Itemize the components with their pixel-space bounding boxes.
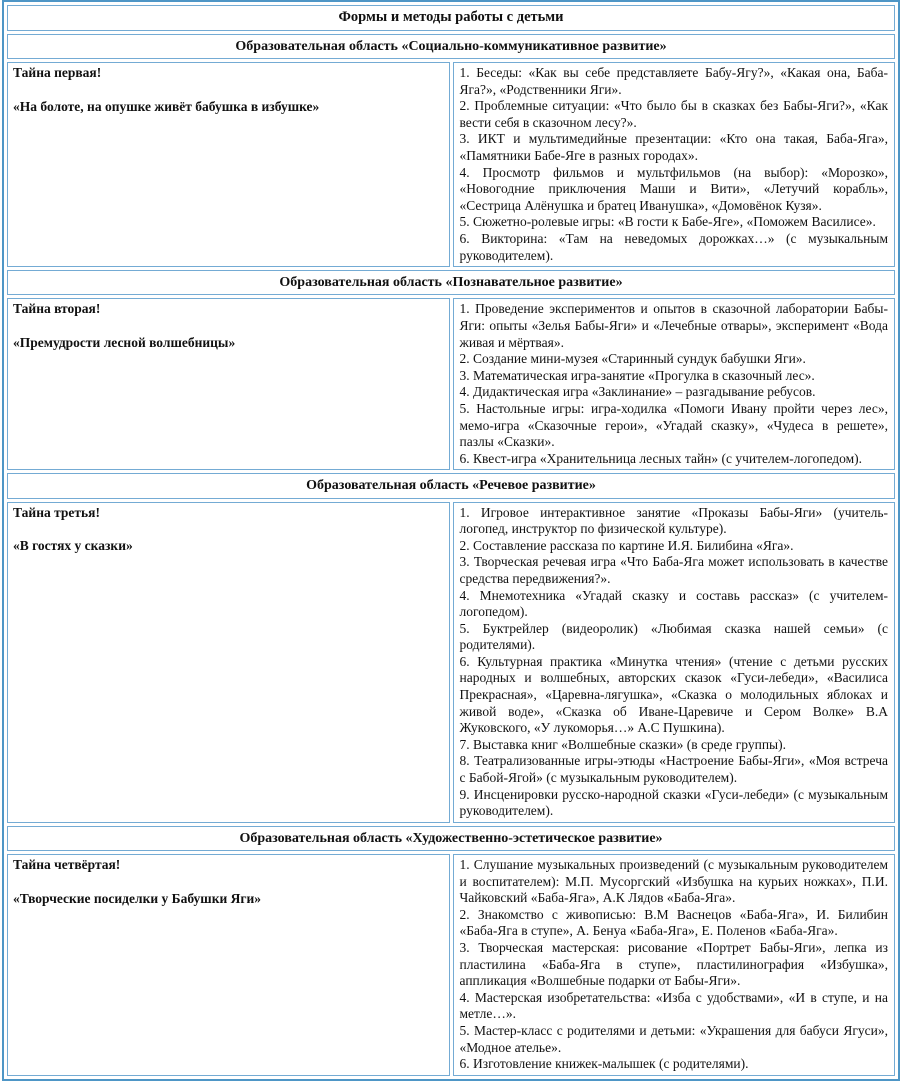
method-item: 2. Проблемные ситуации: «Что было бы в сказках без Бабы-Яги?», «Как вести себя в сказочном лесу?». xyxy=(459,98,888,130)
table-row xyxy=(7,502,895,823)
method-item: 1. Беседы: «Как вы себе представляете Бабу-Ягу?», «Какая она, Баба-Яга?», «Родственники Яги». xyxy=(459,65,888,97)
section-4-secret-cell xyxy=(7,854,450,1076)
method-item: 4. Мастерская изобретательства: «Изба с удобствами», «И в ступе, и на метле…». xyxy=(459,989,888,1022)
section-1-secret-cell xyxy=(7,62,450,267)
method-item: 1. Проведение экспериментов и опытов в сказочной лаборатории Бабы-Яги: опыты «Зелья Бабы-Яги» и «Лечебные отвары», эксперимент «Вода живая и мёртвая». xyxy=(459,301,888,350)
section-header-row xyxy=(7,826,895,851)
method-item: 1. Игровое интерактивное занятие «Проказы Бабы-Яги» (учитель-логопед, инструктор по физической культуре). xyxy=(459,504,888,537)
secret-title: Тайна четвёртая! xyxy=(13,857,121,873)
section-1-area-heading: Образовательная область «Социально-коммуникативное развитие» xyxy=(7,34,895,59)
section-4-area-heading: Образовательная область «Художественно-эстетическое развитие» xyxy=(7,826,895,851)
method-item: 5. Настольные игры: игра-ходилка «Помоги Ивану пройти через лес», мемо-игра «Сказочные герои», «Угадай сказку», «Чудеса в решете», пазлы «Сказки». xyxy=(459,400,888,450)
method-item: 6. Викторина: «Там на неведомых дорожках…» (с музыкальным руководителем). xyxy=(459,230,888,263)
method-item: 3. Творческая речевая игра «Что Баба-Яга может использовать в качестве средства передвижения?». xyxy=(459,554,888,586)
secret-subtitle: «Творческие посиделки у Бабушки Яги» xyxy=(13,890,262,906)
section-header-row xyxy=(7,34,895,59)
method-item: 2. Знакомство с живописью: В.М Васнецов «Баба-Яга», И. Билибин «Баба-Яга в ступе», А. Бенуа «Баба-Яга», Е. Поленов «Баба-Яга». xyxy=(459,906,888,939)
secret-subtitle: «Премудрости лесной волшебницы» xyxy=(13,334,236,350)
table-row xyxy=(7,298,895,470)
section-3-area-heading: Образовательная область «Речевое развитие» xyxy=(7,473,895,498)
table-row xyxy=(7,62,895,267)
section-header-row xyxy=(7,473,895,498)
section-3-methods-cell xyxy=(453,502,896,823)
method-item: 1. Слушание музыкальных произведений (с музыкальным руководителем и воспитателем): М.П. Мусоргский «Избушка на курьих ножках», П.И. Чайковский «Баба-Яга», А.К Лядов «Баба-Яга». xyxy=(459,857,888,906)
page-title: Формы и методы работы с детьми xyxy=(7,5,895,31)
table-row xyxy=(7,854,895,1076)
method-item: 4. Дидактическая игра «Заклинание» – разгадывание ребусов. xyxy=(459,384,816,400)
section-header-row xyxy=(7,270,895,295)
secret-subtitle: «В гостях у сказки» xyxy=(13,538,133,554)
method-item: 6. Квест-игра «Хранительница лесных тайн» (с учителем-логопедом). xyxy=(459,450,863,466)
section-2-area-heading: Образовательная область «Познавательное развитие» xyxy=(7,270,895,295)
method-item: 4. Мнемотехника «Угадай сказку и составь рассказ» (с учителем-логопедом). xyxy=(459,587,888,620)
method-item: 3. Математическая игра-занятие «Прогулка в сказочный лес». xyxy=(459,367,815,383)
method-item: 5. Сюжетно-ролевые игры: «В гости к Бабе-Яге», «Поможем Василисе». xyxy=(459,214,876,230)
method-item: 6. Культурная практика «Минутка чтения» (чтение с детьми русских народных и волшебных, авторских сказок «Гуси-лебеди», «Василиса Прекрасная», «Царевна-лягушка», «Сказка о молодильных яблоках и живой воде», «Сказка об Иване-Царевиче и Сером Волке» В.А Жуковского, «У лукоморья…» А.С Пушкина). xyxy=(459,653,888,736)
section-3-secret-cell xyxy=(7,502,450,823)
section-4-methods-cell xyxy=(453,854,896,1076)
method-item: 5. Мастер-класс с родителями и детьми: «Украшения для бабуси Ягуси», «Модное ателье». xyxy=(459,1022,888,1055)
method-item: 6. Изготовление книжек-малышек (с родителями). xyxy=(459,1056,749,1072)
secret-title: Тайна вторая! xyxy=(13,301,101,317)
method-item: 2. Создание мини-музея «Старинный сундук бабушки Яги». xyxy=(459,351,806,367)
method-item: 5. Буктрейлер (видеоролик) «Любимая сказка нашей семьи» (с родителями). xyxy=(459,620,888,653)
method-item: 4. Просмотр фильмов и мультфильмов (на выбор): «Морозко», «Новогодние приключения Маши и Вити», «Летучий корабль», «Сестрица Алёнушка и братец Иванушка», «Домовёнок Кузя». xyxy=(459,164,888,213)
method-item: 7. Выставка книг «Волшебные сказки» (в среде группы). xyxy=(459,736,786,752)
secret-subtitle: «На болоте, на опушке живёт бабушка в избушке» xyxy=(13,98,320,114)
method-item: 2. Составление рассказа по картине И.Я. Билибина «Яга». xyxy=(459,537,794,553)
forms-methods-table xyxy=(2,0,900,1081)
section-2-methods-cell xyxy=(453,298,896,470)
section-1-methods-cell xyxy=(453,62,896,267)
table-title-row xyxy=(7,5,895,31)
method-item: 3. ИКТ и мультимедийные презентации: «Кто она такая, Баба-Яга», «Памятники Бабе-Яге в разных городах». xyxy=(459,131,888,164)
method-item: 8. Театрализованные игры-этюды «Настроение Бабы-Яги», «Моя встреча с Бабой-Ягой» (с музыкальным руководителем). xyxy=(459,753,888,786)
section-2-secret-cell xyxy=(7,298,450,470)
secret-title: Тайна первая! xyxy=(13,65,102,81)
secret-title: Тайна третья! xyxy=(13,504,100,520)
method-item: 3. Творческая мастерская: рисование «Портрет Бабы-Яги», лепка из пластилина «Баба-Яга в ступе», пластилинография «Избушка», аппликация «Волшебные подарки от Бабы-Яги». xyxy=(459,940,888,989)
method-item: 9. Инсценировки русско-народной сказки «Гуси-лебеди» (с музыкальным руководителем). xyxy=(459,786,888,819)
